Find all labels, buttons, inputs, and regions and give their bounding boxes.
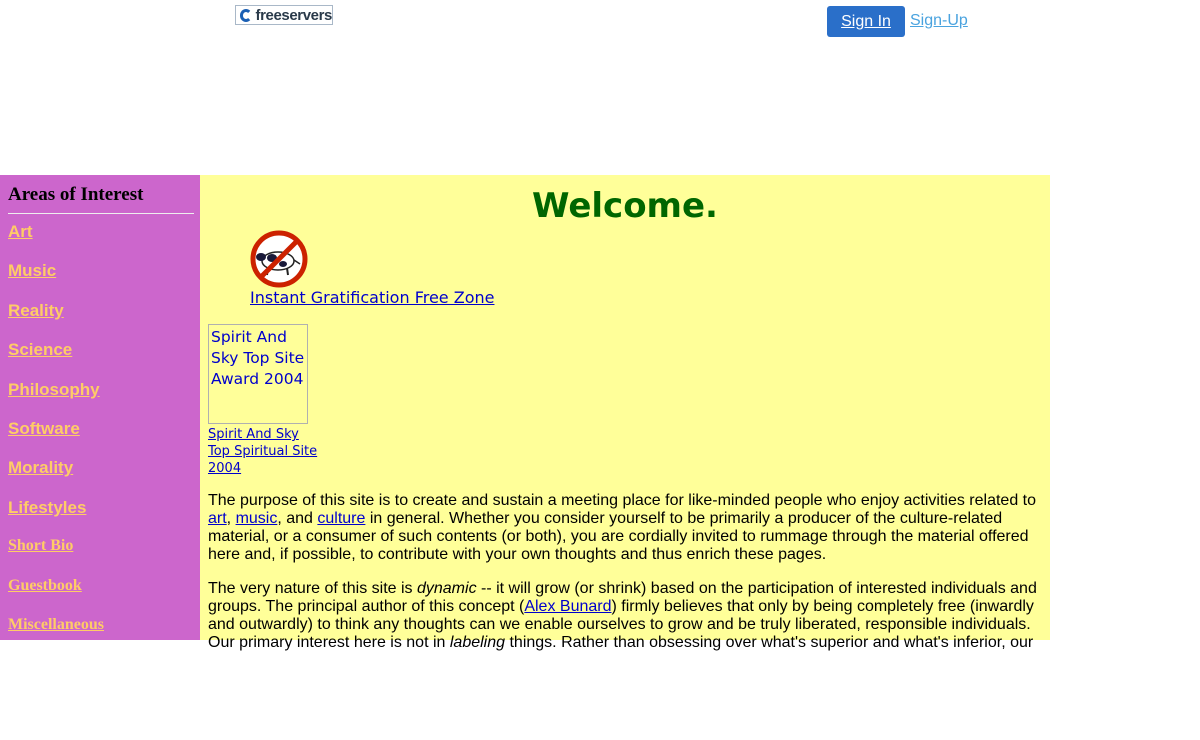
sidebar-link-art[interactable]: Art bbox=[8, 222, 33, 241]
sidebar-link-miscellaneous[interactable]: Miscellaneous bbox=[8, 615, 104, 633]
intro-paragraph bbox=[208, 492, 1042, 564]
sidebar-link-morality[interactable]: Morality bbox=[8, 458, 74, 478]
sidebar-link-reality[interactable]: Reality bbox=[8, 300, 64, 320]
culture-link[interactable]: culture bbox=[317, 510, 366, 527]
sidebar bbox=[0, 175, 200, 640]
sidebar-item-software bbox=[8, 419, 194, 458]
sidebar-link-short-bio[interactable]: Short Bio bbox=[8, 537, 74, 555]
para2-text: ) firmly believes that only by being completely free (inwardly and outwardly) to think any thoughts can we enable ourselves to grow and be truly liberated, responsible individuals. Our primary interest here is not in bbox=[208, 598, 1034, 651]
instant-gratification-link[interactable]: Instant Gratification Free Zone bbox=[250, 288, 495, 307]
sidebar-item-lifestyles bbox=[8, 498, 194, 537]
sidebar-item-philosophy bbox=[8, 380, 194, 419]
sidebar-item-miscellaneous bbox=[8, 616, 194, 655]
para2-text: things. Rather than obsessing over what's superior and what's inferior, our bbox=[505, 634, 1034, 651]
para1-text: in general. Whether you consider yourself to be primarily a producer of the culture-related material, or a consumer of such contents (or both), you are cordially invited to rummage through the material offered here and, if possible, to contribute with your own thoughts and thus enrich these pages. bbox=[208, 510, 1029, 563]
para2-text: The very nature of this site is bbox=[208, 580, 417, 597]
sidebar-link-guestbook[interactable]: Guestbook bbox=[8, 576, 82, 594]
sidebar-divider bbox=[8, 213, 194, 214]
no-cow-icon[interactable] bbox=[250, 230, 306, 286]
para1-sep: , and bbox=[277, 510, 318, 527]
music-link[interactable]: music bbox=[235, 510, 278, 527]
sign-in-button[interactable]: Sign In bbox=[827, 6, 905, 37]
sidebar-nav bbox=[8, 222, 194, 655]
sidebar-item-morality bbox=[8, 458, 194, 497]
main-content bbox=[200, 175, 1050, 651]
para1-text: The purpose of this site is to create and sustain a meeting place for like-minded people who enjoy activities related to bbox=[208, 492, 1037, 509]
sidebar-item-art bbox=[8, 222, 194, 261]
sidebar-link-philosophy[interactable]: Philosophy bbox=[8, 379, 100, 399]
sidebar-link-music[interactable]: Music bbox=[8, 261, 57, 281]
author-link[interactable]: Alex Bunard bbox=[524, 598, 612, 615]
sidebar-item-science bbox=[8, 340, 194, 379]
nature-paragraph bbox=[208, 580, 1042, 652]
freeservers-logo-text: freeservers bbox=[255, 6, 332, 24]
para2-emphasis: labeling bbox=[449, 634, 506, 651]
sidebar-link-science[interactable]: Science bbox=[8, 340, 73, 360]
award-caption-link[interactable]: Spirit And Sky Top Spiritual Site 2004 bbox=[208, 427, 318, 476]
art-link[interactable]: art bbox=[208, 510, 227, 527]
freeservers-logo[interactable] bbox=[235, 5, 333, 25]
sidebar-item-guestbook bbox=[8, 577, 194, 616]
para1-sep: , bbox=[226, 510, 236, 527]
freeservers-swirl-icon bbox=[240, 9, 252, 22]
top-bar bbox=[0, 0, 1200, 175]
award-image-placeholder[interactable]: Spirit And Sky Top Site Award 2004 bbox=[208, 324, 308, 424]
sidebar-link-lifestyles[interactable]: Lifestyles bbox=[8, 497, 87, 517]
sidebar-link-software[interactable]: Software bbox=[8, 418, 80, 438]
para2-text: -- it will grow (or shrink) based on the participation of interested individuals and groups. The principal author of this concept ( bbox=[208, 580, 1037, 615]
no-cow-badge bbox=[250, 230, 1042, 308]
sidebar-title: Areas of Interest bbox=[8, 184, 144, 205]
sidebar-item-short-bio bbox=[8, 537, 194, 576]
para2-emphasis: dynamic bbox=[416, 580, 477, 597]
sign-up-link[interactable]: Sign-Up bbox=[910, 12, 968, 29]
sidebar-item-music bbox=[8, 261, 194, 300]
page-title: Welcome. bbox=[532, 186, 718, 226]
sidebar-item-reality bbox=[8, 301, 194, 340]
